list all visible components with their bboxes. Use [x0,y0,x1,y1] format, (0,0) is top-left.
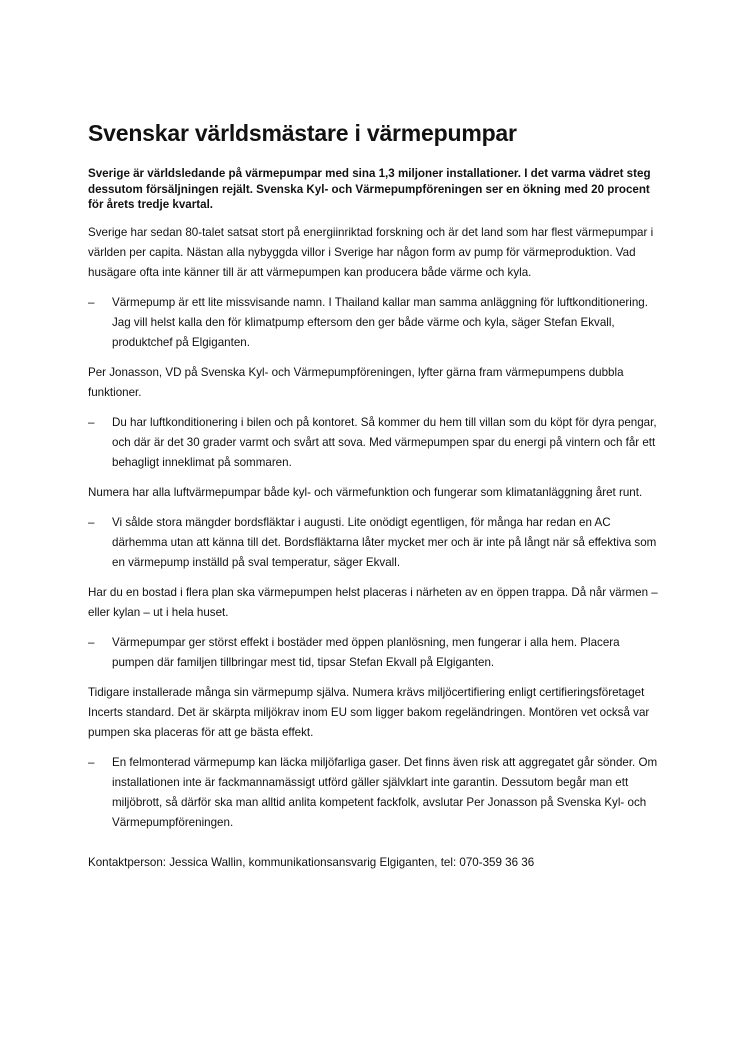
quote-dash: – [88,415,95,429]
paragraph-2: Per Jonasson, VD på Svenska Kyl- och Värmepumpföreningen, lyfter gärna fram värmepumpens dubbla funktioner. [88,365,624,399]
quote-1 [88,293,658,353]
article-lead: Sverige är världsledande på värmepumpar med sina 1,3 miljoner installationer. I det varma vädret steg dessutom försäljningen rejält. Svenska Kyl- och Värmepumpföreningen ser en ökning med 20 procent för årets tredje kvartal. [88,167,651,211]
contact-line: Kontaktperson: Jessica Wallin, kommunikationsansvarig Elgiganten, tel: 070-359 36 36 [88,855,535,869]
quote-dash: – [88,295,95,309]
article-title: Svenskar världsmästare i värmepumpar [88,120,517,146]
quote-dash: – [88,515,95,529]
quote-4 [88,633,658,673]
quote-text: En felmonterad värmepump kan läcka miljöfarliga gaser. Det finns även risk att aggregatet går sönder. Om installationen inte är fackmannamässigt utförd gäller självklart inte garantin. Dessutom begår man ett miljöbrott, så därför ska man alltid anlita kompetent fackfolk, avslutar Per Jonasson på Svenska Kyl- och Värmepumpföreningen. [112,755,658,829]
quote-3 [88,513,658,573]
quote-text: Du har luftkonditionering i bilen och på kontoret. Så kommer du hem till villan som du köpt för dyra pengar, och där är det 30 grader varmt och svårt att sova. Med värmepumpen spar du energi på vintern och får ett behagligt inneklimat på sommaren. [112,415,657,469]
paragraph-5: Tidigare installerade många sin värmepump själva. Numera krävs miljöcertifiering enligt certifieringsföretaget Incerts standard. Det är skärpta miljökrav inom EU som ligger bakom regeländringen. Montören vet också var pumpen ska placeras för att ge bästa effekt. [88,685,650,739]
quote-dash: – [88,635,95,649]
quote-2 [88,413,658,473]
paragraph-3: Numera har alla luftvärmepumpar både kyl- och värmefunktion och fungerar som klimatanläggning året runt. [88,485,643,499]
quote-text: Värmepumpar ger störst effekt i bostäder med öppen planlösning, men fungerar i alla hem. Placera pumpen där familjen tillbringar mest tid, tipsar Stefan Ekvall på Elgiganten. [112,635,620,669]
paragraph-1: Sverige har sedan 80-talet satsat stort på energiinriktad forskning och är det land som har flest värmepumpar i världen per capita. Nästan alla nybyggda villor i Sverige har någon form av pump för värmeproduktion. Vad husägare ofta inte känner till är att värmepumpen kan producera både värme och kyla. [88,225,654,279]
quote-text: Vi sålde stora mängder bordsfläktar i augusti. Lite onödigt egentligen, för många har redan en AC därhemma utan att känna till det. Bordsfläktarna låter mycket mer och är inte på långt när så effektiva som en värmepump inställd på sval temperatur, säger Ekvall. [112,515,657,569]
quote-dash: – [88,755,95,769]
quote-text: Värmepump är ett lite missvisande namn. I Thailand kallar man samma anläggning för luftkonditionering. Jag vill helst kalla den för klimatpump eftersom den ger både värme och kyla, säger Stefan Ekvall, produktchef på Elgiganten. [112,295,648,349]
quote-5 [88,753,658,833]
document-page [88,118,658,873]
paragraph-4: Har du en bostad i flera plan ska värmepumpen helst placeras i närheten av en öppen trappa. Då når värmen – eller kylan – ut i hela huset. [88,585,658,619]
